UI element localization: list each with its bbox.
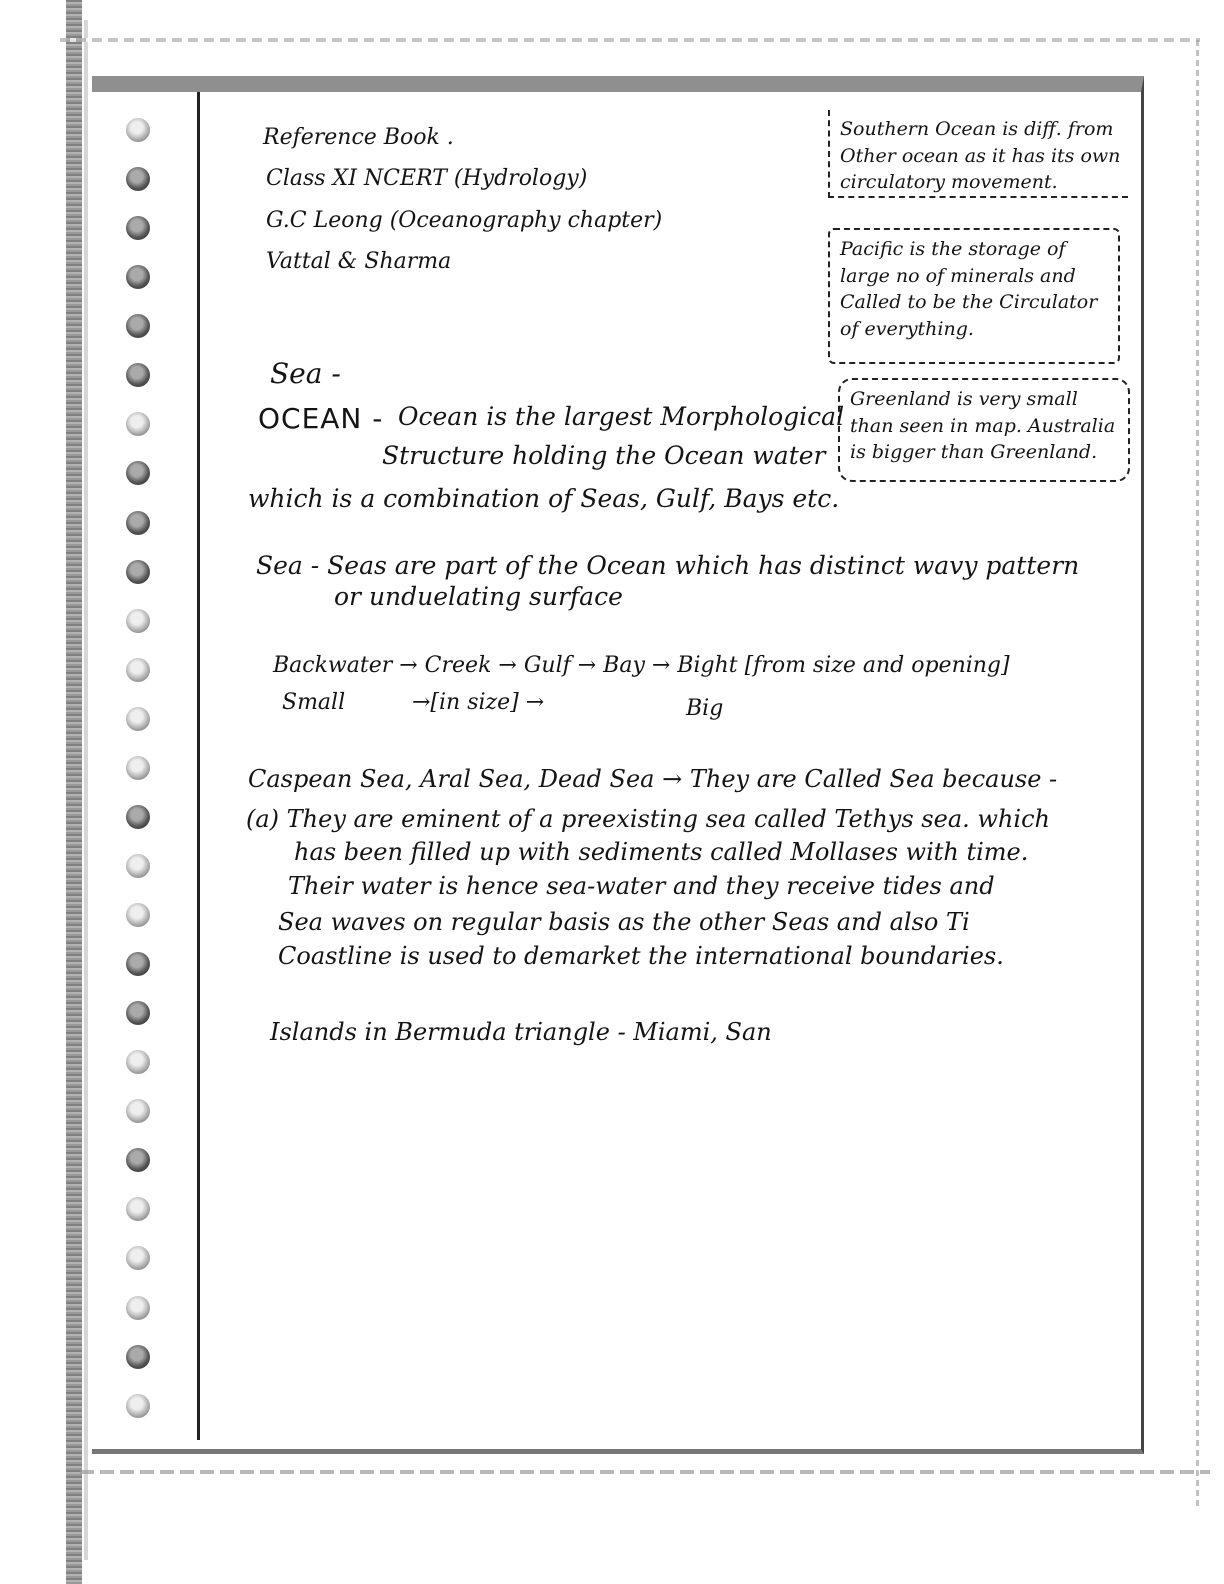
reference-item: Class XI NCERT (Hydrology) [266,166,588,191]
size-sequence-small: Small [282,690,346,715]
size-sequence-middle: →[in size] → [412,690,545,715]
scan-edge-left [66,0,82,1584]
reference-item: Vattal & Sharma [266,249,452,274]
ocean-definition-line: Structure holding the Ocean water [382,441,826,470]
reason-line: has been filled up with sediments called Mollases with time. [294,838,1029,866]
side-note-line: of everything. [840,317,974,340]
spiral-hole [126,1394,150,1418]
spiral-hole [126,854,150,878]
side-note-line: Other ocean as it has its own [840,144,1121,167]
spiral-hole [126,658,150,682]
side-note-line: is bigger than Greenland. [850,441,1098,464]
spiral-hole [126,461,150,485]
spiral-hole [126,265,150,289]
spiral-hole [126,756,150,780]
reference-heading: Reference Book . [263,125,454,150]
spiral-hole [126,1345,150,1369]
scan-edge-top [60,38,1200,42]
sea-heading: Sea - [270,357,341,390]
spiral-hole [126,314,150,338]
side-note-greenland [838,378,1130,482]
spiral-hole [126,1296,150,1320]
side-note-line: Greenland is very small [850,388,1078,410]
spiral-hole [126,903,150,927]
side-note-pacific [828,228,1120,364]
side-note-line: circulatory movement. [840,171,1058,194]
spiral-hole [126,412,150,436]
side-note-line: Southern Ocean is diff. from [840,118,1114,140]
margin-line [197,92,200,1440]
spiral-hole [126,1197,150,1221]
spiral-hole [126,1001,150,1025]
spiral-hole [126,167,150,191]
reason-line: Coastline is used to demarket the international boundaries. [278,942,1004,970]
spiral-binding [126,118,160,1418]
spiral-hole [126,609,150,633]
spiral-hole [126,216,150,240]
islands-line: Islands in Bermuda triangle - Miami, San [270,1018,772,1046]
spiral-hole [126,1246,150,1270]
side-note-line: large no of minerals and [840,264,1076,287]
spiral-hole [126,952,150,976]
spiral-hole [126,1099,150,1123]
sea-definition-line: or unduelating surface [334,582,623,611]
reason-line: (a) They are eminent of a preexisting sea called Tethys sea. which [246,805,1050,833]
scan-edge-left-inner [84,20,88,1560]
reason-line: Their water is hence sea-water and they receive tides and [288,872,995,900]
ocean-definition-line: which is a combination of Seas, Gulf, Bays etc. [248,484,840,513]
spiral-hole [126,560,150,584]
side-note-line: than seen in map. Australia [850,414,1116,437]
ocean-definition-line: Ocean is the largest Morphological [398,402,845,431]
side-note-line: Called to be the Circulator [840,291,1098,314]
side-note-line: Pacific is the storage of [840,238,1066,260]
sea-definition-line: Sea - Seas are part of the Ocean which has distinct wavy pattern [256,551,1080,580]
scan-edge-right [1196,40,1199,1510]
scan-edge-bottom [80,1470,1210,1474]
reason-line: Sea waves on regular basis as the other Seas and also Ti [278,908,970,936]
side-note-southern-ocean [828,110,1128,198]
reference-item: G.C Leong (Oceanography chapter) [266,208,663,233]
ocean-term: OCEAN - [258,402,384,435]
spiral-hole [126,707,150,731]
spiral-hole [126,118,150,142]
size-sequence-big: Big [686,696,724,721]
size-sequence-line: Backwater → Creek → Gulf → Bay → Bight [from size and opening] [273,653,1010,678]
spiral-hole [126,805,150,829]
spiral-hole [126,511,150,535]
spiral-hole [126,1050,150,1074]
spiral-hole [126,363,150,387]
caspian-line: Caspean Sea, Aral Sea, Dead Sea → They are Called Sea because - [248,765,1058,793]
spiral-hole [126,1148,150,1172]
